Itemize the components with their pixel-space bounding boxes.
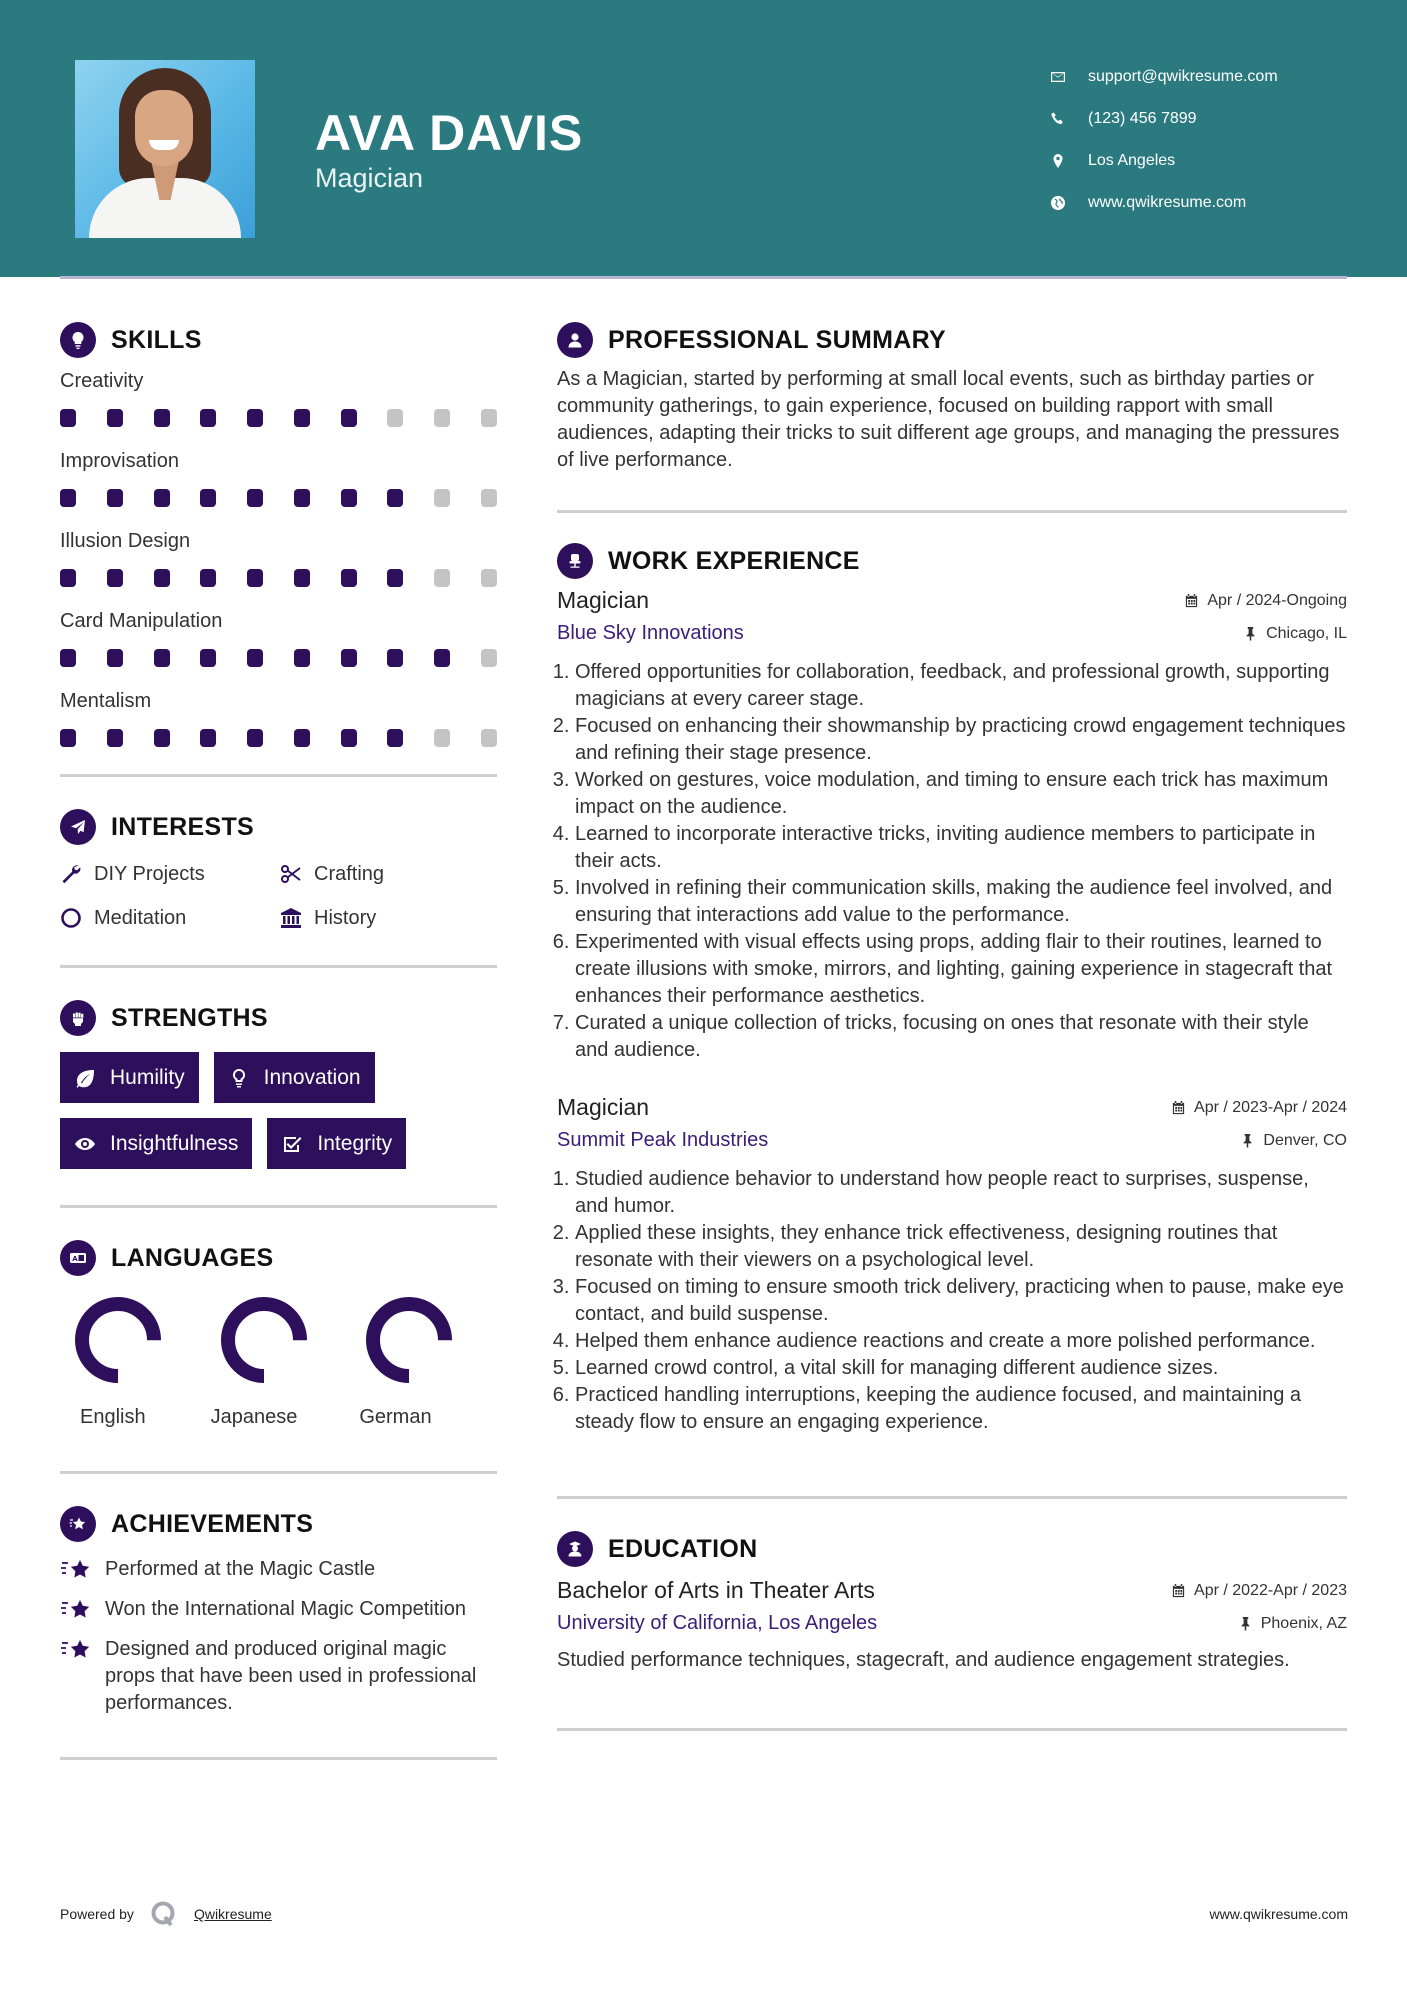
rating-dot <box>387 409 403 427</box>
section-divider <box>60 965 497 968</box>
interests-title: INTERESTS <box>111 812 254 841</box>
skill-rating <box>60 556 497 600</box>
job-title: Magician <box>557 1094 650 1120</box>
language-name: German <box>359 1406 432 1428</box>
left-column <box>60 320 497 1760</box>
pushpin-icon <box>1238 1616 1253 1631</box>
rating-dot <box>247 489 263 507</box>
section-divider <box>60 774 497 777</box>
contact-location <box>1050 140 1278 182</box>
globe-icon <box>1050 195 1088 211</box>
rating-dot <box>247 409 263 427</box>
strengths-section <box>60 998 497 1169</box>
rating-dot <box>107 409 123 427</box>
interest-item: Meditation <box>60 901 280 935</box>
company-name: Blue Sky Innovations <box>557 622 744 644</box>
rating-dot <box>434 729 450 747</box>
job-bullet: 6. Experimented with visual effects using props, adding flair to their routines, learned to create illusions with smoke, mirrors, and lighting, gaining experience in stagecraft that enhances their performance aesthetics. <box>575 929 1347 1010</box>
rating-dot <box>107 569 123 587</box>
rating-dot <box>60 489 76 507</box>
pushpin-icon <box>1240 1133 1255 1148</box>
rating-dot <box>247 649 263 667</box>
star-badge-icon <box>60 1506 96 1542</box>
rating-dot <box>154 569 170 587</box>
skill-rating <box>60 396 497 440</box>
section-divider <box>60 1205 497 1208</box>
qwikresume-link[interactable]: Qwikresume <box>193 1906 272 1922</box>
strength-tag: Insightfulness <box>60 1118 252 1169</box>
rating-dot <box>481 729 497 747</box>
contact-location-text: Los Angeles <box>1088 152 1176 169</box>
rating-dot <box>294 649 310 667</box>
school-name: University of California, Los Angeles <box>557 1612 878 1634</box>
rating-dot <box>387 489 403 507</box>
contact-list <box>1050 56 1278 224</box>
rating-dot <box>107 649 123 667</box>
summary-title: PROFESSIONAL SUMMARY <box>608 325 946 354</box>
rating-dot <box>481 409 497 427</box>
translate-icon <box>60 1240 96 1276</box>
rating-dot <box>247 729 263 747</box>
rating-dot <box>341 649 357 667</box>
rating-dot <box>434 489 450 507</box>
section-divider <box>60 1471 497 1474</box>
calendar-icon <box>1171 1583 1186 1598</box>
language-item <box>60 1292 206 1429</box>
job-title: Magician <box>557 587 650 613</box>
rating-dot <box>387 729 403 747</box>
job-location: Chicago, IL <box>1243 625 1347 643</box>
jobs-list <box>557 587 1347 1436</box>
map-marker-icon <box>1050 153 1088 169</box>
job-bullet: 1. Offered opportunities for collaboration, feedback, and professional growth, supporting magicians at every career stage. <box>575 659 1347 713</box>
skill-name: Card Manipulation <box>60 610 223 632</box>
job-dates: Apr / 2023-Apr / 2024 <box>1171 1099 1347 1117</box>
languages-section <box>60 1238 497 1429</box>
rating-dot <box>60 729 76 747</box>
strengths-title: STRENGTHS <box>111 1003 268 1032</box>
skill-rating <box>60 476 497 520</box>
language-name: English <box>80 1406 146 1428</box>
job-bullets <box>557 659 1347 1064</box>
fist-icon <box>60 1000 96 1036</box>
degree-name: Bachelor of Arts in Theater Arts <box>557 1577 875 1603</box>
rating-dot <box>200 569 216 587</box>
section-divider <box>60 1757 497 1760</box>
section-divider <box>557 1728 1347 1731</box>
summary-section <box>557 320 1347 474</box>
candidate-name: AVA DAVIS <box>315 105 584 161</box>
language-progress-ring <box>216 1292 312 1388</box>
job-dates: Apr / 2024-Ongoing <box>1184 592 1347 610</box>
shooting-star-icon <box>60 1598 94 1624</box>
phone-icon <box>1050 111 1088 127</box>
strength-tag: Humility <box>60 1052 199 1103</box>
languages-title: LANGUAGES <box>111 1243 274 1272</box>
language-item <box>206 1292 352 1429</box>
language-progress-ring <box>361 1292 457 1388</box>
skill-rating <box>60 716 497 760</box>
section-divider <box>557 1496 1347 1499</box>
shooting-star-icon <box>60 1558 94 1584</box>
job-bullet: 5. Involved in refining their communication skills, making the audience feel involved, and ensuring that interactions add value to the performance. <box>575 875 1347 929</box>
job-bullet: 2. Applied these insights, they enhance trick effectiveness, designing routines that resonate with their viewers on a psychological level. <box>575 1220 1347 1274</box>
job-location: Denver, CO <box>1240 1132 1347 1150</box>
resume-header <box>0 0 1407 277</box>
rating-dot <box>60 409 76 427</box>
contact-email-text: support@qwikresume.com <box>1088 68 1278 85</box>
strength-tag: Innovation <box>214 1052 375 1103</box>
education-title: EDUCATION <box>608 1534 758 1563</box>
svg-text:A: A <box>72 1254 78 1263</box>
rating-dot <box>387 569 403 587</box>
scissors-icon <box>280 863 302 885</box>
job-bullets <box>557 1166 1347 1436</box>
rating-dot <box>341 729 357 747</box>
lightbulb-icon <box>228 1067 250 1089</box>
pushpin-icon <box>1243 626 1258 641</box>
rating-dot <box>154 729 170 747</box>
rating-dot <box>200 409 216 427</box>
user-icon <box>557 322 593 358</box>
achievement-item: Performed at the Magic Castle <box>60 1556 497 1584</box>
skills-title: SKILLS <box>111 325 202 354</box>
experience-title: WORK EXPERIENCE <box>608 546 860 575</box>
right-column <box>557 320 1347 1731</box>
experience-section <box>557 541 1347 1436</box>
job-bullet: 7. Curated a unique collection of tricks, focusing on ones that resonate with their style and audience. <box>575 1010 1347 1064</box>
rating-dot <box>107 489 123 507</box>
language-item <box>351 1292 497 1429</box>
candidate-title: Magician <box>315 163 424 193</box>
job-entry <box>557 1094 1347 1436</box>
rating-dot <box>200 489 216 507</box>
education-section <box>557 1529 1347 1674</box>
skill-name: Improvisation <box>60 450 179 472</box>
achievement-item: Designed and produced original magic props that have been used in professional performances. <box>60 1636 497 1717</box>
job-bullet: 3. Focused on timing to ensure smooth trick delivery, practicing when to pause, make eye contact, and build suspense. <box>575 1274 1347 1328</box>
shooting-star-icon <box>60 1638 94 1664</box>
rating-dot <box>247 569 263 587</box>
rating-dot <box>481 489 497 507</box>
education-dates: Apr / 2022-Apr / 2023 <box>1171 1582 1347 1600</box>
footer-powered-by: Powered by Qwikresume <box>60 1900 272 1928</box>
calendar-icon <box>1171 1100 1186 1115</box>
job-bullet: 3. Worked on gestures, voice modulation, and timing to ensure each trick has maximum impact on the audience. <box>575 767 1347 821</box>
rating-dot <box>200 649 216 667</box>
education-location: Phoenix, AZ <box>1238 1615 1347 1633</box>
contact-email[interactable] <box>1050 56 1278 98</box>
skills-list <box>60 366 497 760</box>
skills-section <box>60 320 497 760</box>
bank-icon <box>280 907 302 929</box>
company-name: Summit Peak Industries <box>557 1129 769 1151</box>
check-square-icon <box>281 1133 303 1155</box>
rating-dot <box>294 569 310 587</box>
rating-dot <box>60 569 76 587</box>
rating-dot <box>154 409 170 427</box>
job-bullet: 2. Focused on enhancing their showmanship by practicing crowd engagement techniques and refining their stage presence. <box>575 713 1347 767</box>
contact-website-text: www.qwikresume.com <box>1088 194 1247 211</box>
rating-dot <box>154 489 170 507</box>
rating-dot <box>434 649 450 667</box>
rating-dot <box>107 729 123 747</box>
rating-dot <box>200 729 216 747</box>
rating-dot <box>341 569 357 587</box>
circle-icon <box>60 907 82 929</box>
language-name: Japanese <box>210 1406 298 1428</box>
languages-list <box>60 1292 497 1429</box>
wrench-icon <box>60 863 82 885</box>
job-bullet: 4. Learned to incorporate interactive tricks, inviting audience members to participate in their acts. <box>575 821 1347 875</box>
strength-tag: Integrity <box>267 1118 406 1169</box>
eye-icon <box>74 1133 96 1155</box>
achievements-list <box>60 1556 497 1717</box>
profile-photo <box>75 60 255 238</box>
contact-website[interactable] <box>1050 182 1278 224</box>
achievement-item: Won the International Magic Competition <box>60 1596 497 1624</box>
paper-plane-icon <box>60 809 96 845</box>
rating-dot <box>60 649 76 667</box>
leaf-icon <box>74 1067 96 1089</box>
education-entry <box>557 1577 1347 1674</box>
footer-website[interactable]: www.qwikresume.com <box>1209 1906 1348 1922</box>
skill-name: Mentalism <box>60 690 152 712</box>
achievements-title: ACHIEVEMENTS <box>111 1509 314 1538</box>
interests-section <box>60 807 497 935</box>
achievements-section <box>60 1504 497 1717</box>
interest-item: Crafting <box>280 857 500 891</box>
interest-item: DIY Projects <box>60 857 280 891</box>
interest-item: History <box>280 901 500 935</box>
education-description: Studied performance techniques, stagecraft, and audience engagement strategies. <box>557 1649 1290 1671</box>
rating-dot <box>294 489 310 507</box>
job-entry <box>557 587 1347 1064</box>
section-divider <box>557 510 1347 513</box>
lightbulb-icon <box>60 322 96 358</box>
header-divider <box>60 276 1347 279</box>
skill-name: Illusion Design <box>60 530 191 552</box>
rating-dot <box>341 409 357 427</box>
office-chair-icon <box>557 543 593 579</box>
rating-dot <box>434 409 450 427</box>
contact-phone[interactable] <box>1050 98 1278 140</box>
skill-rating <box>60 636 497 680</box>
qwikresume-logo-icon <box>150 1900 178 1928</box>
contact-phone-text: (123) 456 7899 <box>1088 110 1197 127</box>
job-bullet: 5. Learned crowd control, a vital skill for managing different audience sizes. <box>575 1355 1347 1382</box>
rating-dot <box>294 409 310 427</box>
rating-dot <box>294 729 310 747</box>
language-progress-ring <box>70 1292 166 1388</box>
job-bullet: 1. Studied audience behavior to understand how people react to surprises, suspense, and humor. <box>575 1166 1347 1220</box>
summary-text: As a Magician, started by performing at small local events, such as birthday parties or community gatherings, to gain experience, focused on building rapport with small audiences, adapting their tricks to suit different age groups, and managing the pressures of live performance. <box>557 368 1340 471</box>
rating-dot <box>387 649 403 667</box>
graduate-icon <box>557 1531 593 1567</box>
skill-name: Creativity <box>60 370 144 392</box>
rating-dot <box>154 649 170 667</box>
envelope-icon <box>1050 69 1088 85</box>
job-bullet: 4. Helped them enhance audience reactions and create a more polished performance. <box>575 1328 1347 1355</box>
calendar-icon <box>1184 593 1199 608</box>
rating-dot <box>481 569 497 587</box>
rating-dot <box>481 649 497 667</box>
rating-dot <box>341 489 357 507</box>
rating-dot <box>434 569 450 587</box>
job-bullet: 6. Practiced handling interruptions, keeping the audience focused, and maintaining a steady flow to ensure an engaging experience. <box>575 1382 1347 1436</box>
